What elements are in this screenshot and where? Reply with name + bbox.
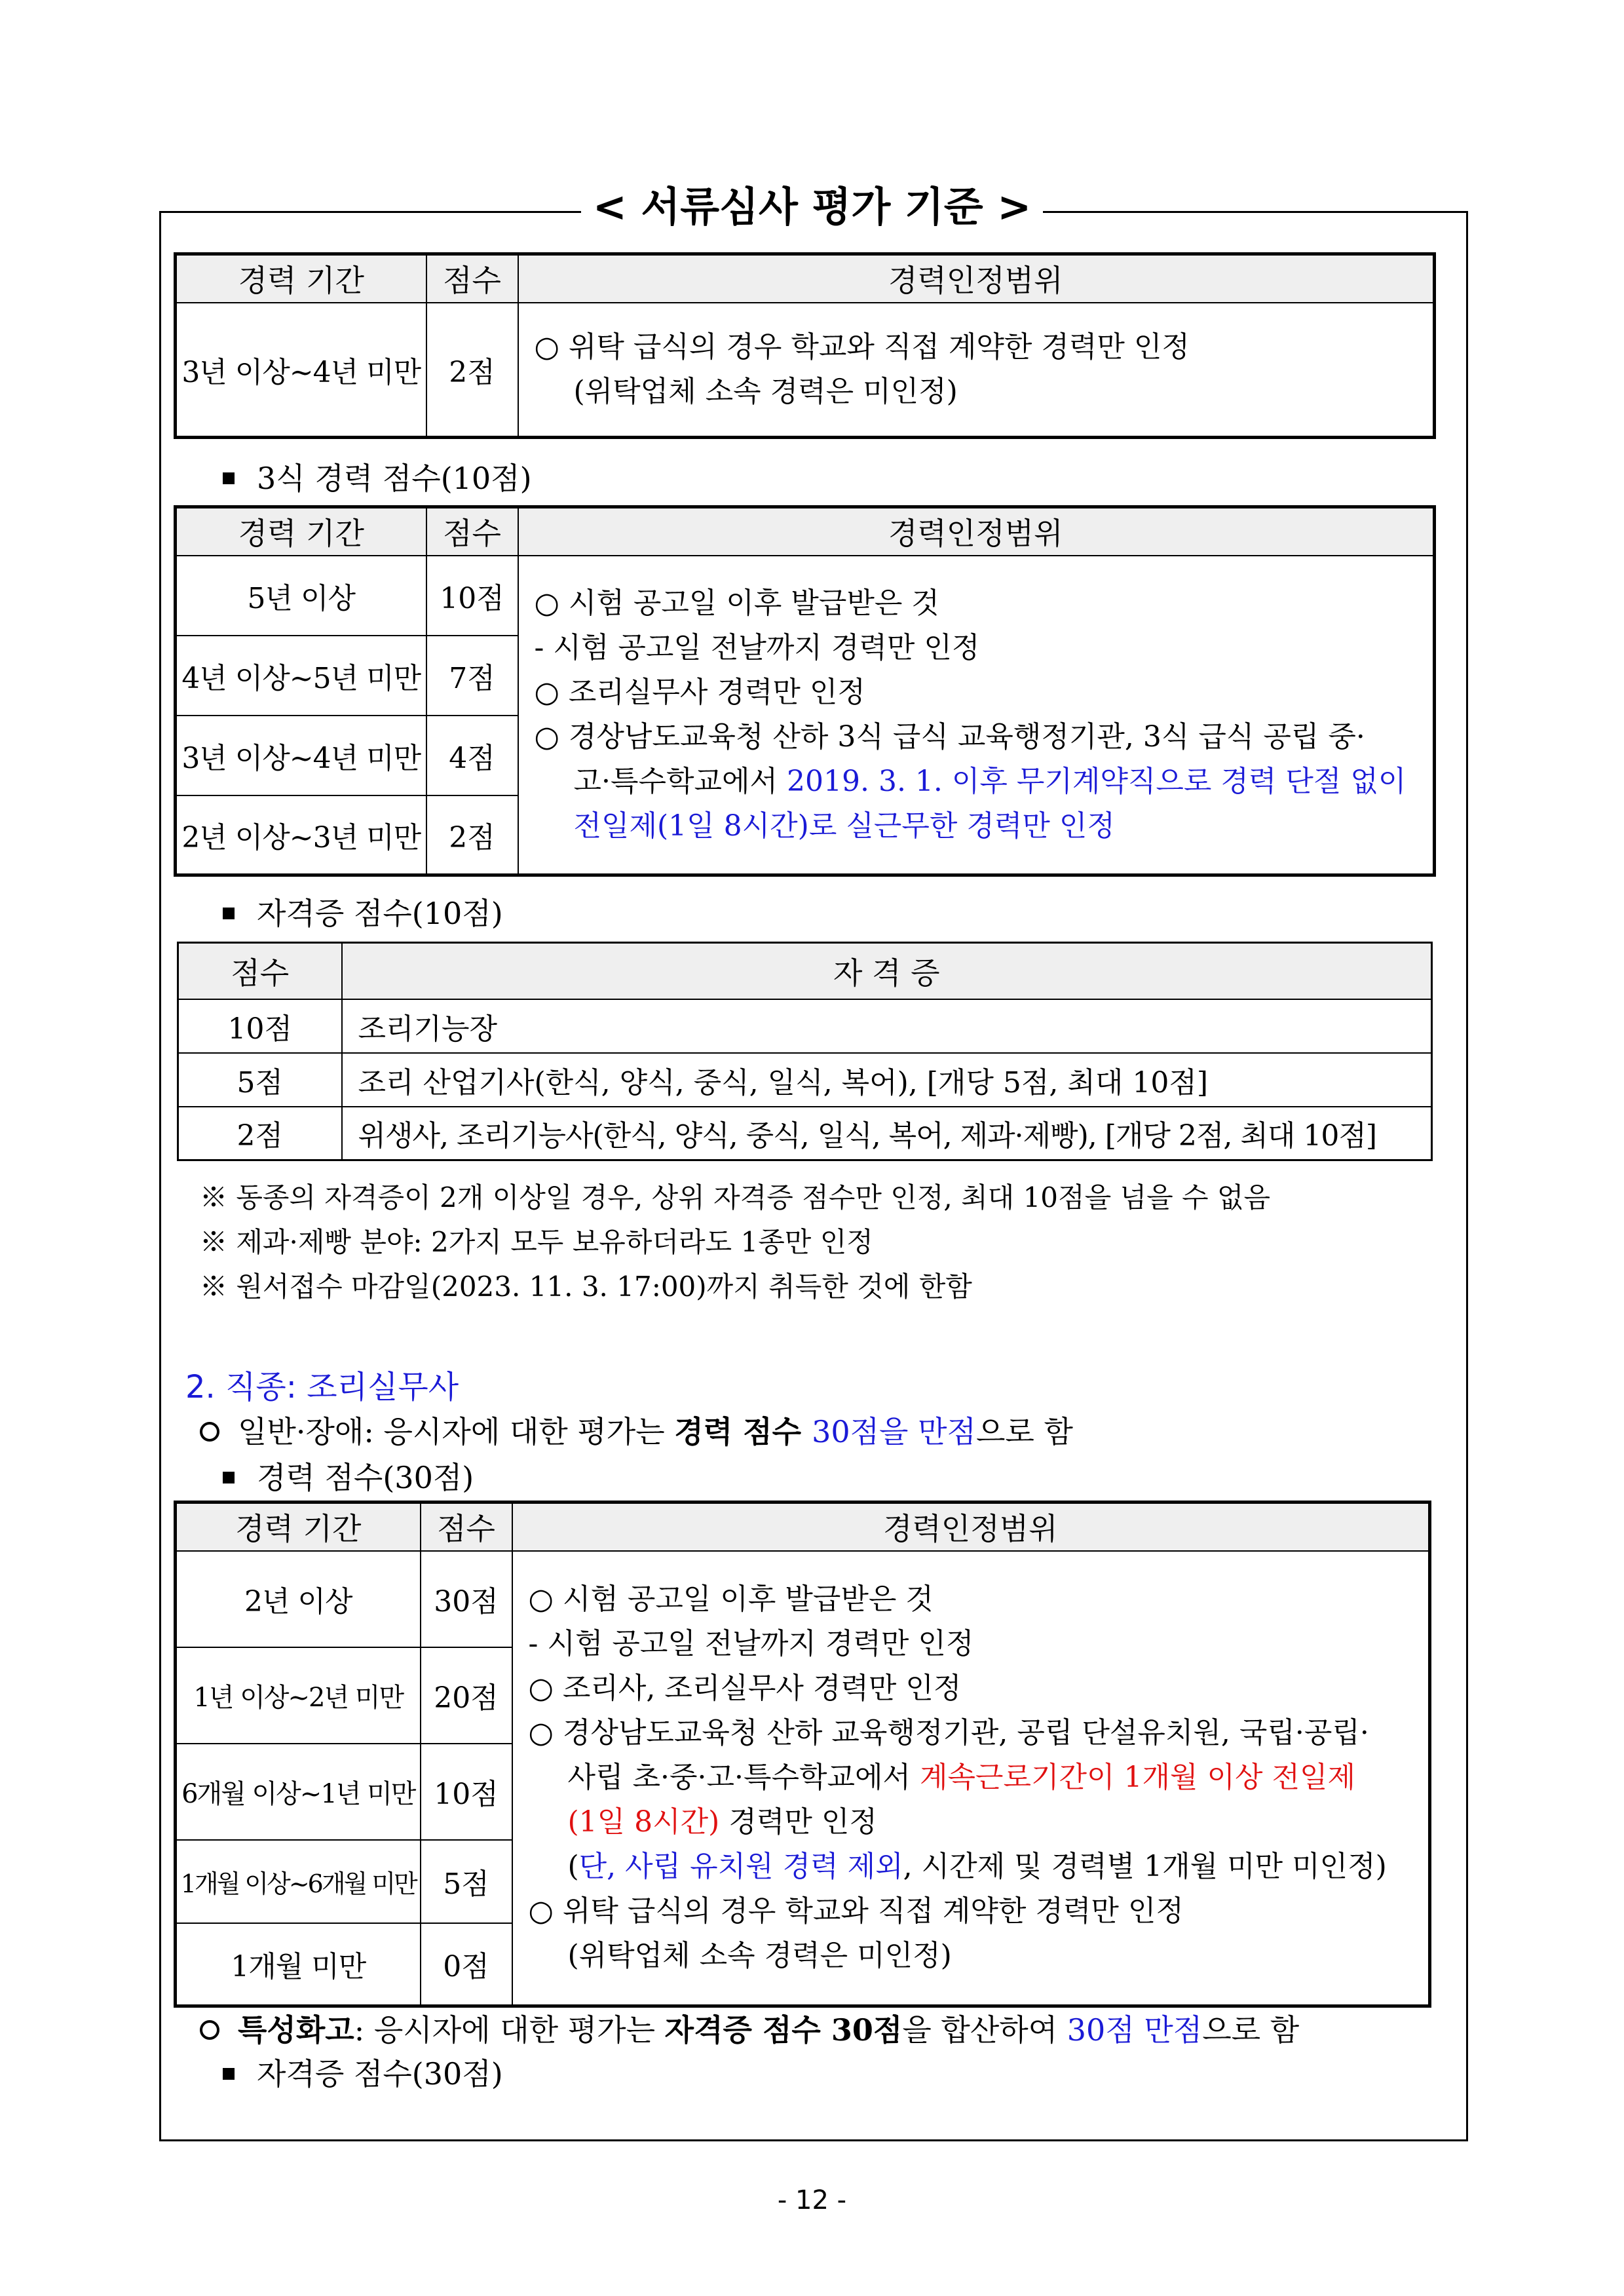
table-row-score: 10점 [426, 556, 518, 636]
col-header-period: 경력 기간 [176, 507, 426, 556]
col-header-certificate: 자 격 증 [342, 943, 1432, 999]
col-header-period: 경력 기간 [176, 1502, 421, 1551]
table-row-period: 3년 이상~4년 미만 [176, 716, 426, 795]
heading-3meal: 3식 경력 점수(10점) [223, 459, 532, 498]
table-row-period: 6개월 이상~1년 미만 [176, 1744, 421, 1840]
table-row-score: 2점 [178, 1107, 342, 1160]
table-row-score: 5점 [421, 1840, 512, 1923]
table-row-period: 1개월 이상~6개월 미만 [176, 1840, 421, 1923]
table-row-period: 2년 이상~3년 미만 [176, 795, 426, 875]
table-row-score: 5점 [178, 1053, 342, 1107]
table-row-score: 2점 [426, 795, 518, 875]
heading-cert-10: 자격증 점수(10점) [223, 894, 503, 933]
section-2-title: 2. 직종: 조리실무사 [185, 1369, 459, 1406]
table-row-score: 10점 [178, 999, 342, 1053]
table-row-period: 2년 이상 [176, 1551, 421, 1647]
col-header-score: 점수 [178, 943, 342, 999]
circle-bullet-icon [200, 2020, 219, 2040]
table-row-score: 10점 [421, 1744, 512, 1840]
col-header-scope: 경력인정범위 [518, 507, 1435, 556]
table-row-period: 1개월 미만 [176, 1923, 421, 2006]
note-line: ※ 원서접수 마감일(2023. 11. 3. 17:00)까지 취득한 것에 한함 [200, 1271, 972, 1303]
table-row-period: 1년 이상~2년 미만 [176, 1647, 421, 1744]
note-line: ※ 동종의 자격증이 2개 이상일 경우, 상위 자격증 점수만 인정, 최대 10점을 넘을 수 없음 [200, 1181, 1271, 1214]
career-table-partial [174, 252, 1436, 439]
square-bullet-icon [223, 908, 235, 919]
page-title: < 서류심사 평가 기준 > [0, 181, 1624, 233]
col-header-score: 점수 [426, 507, 518, 556]
heading-cert-30: 자격증 점수(30점) [223, 2054, 503, 2094]
scope-description: ○ 시험 공고일 이후 발급받은 것 - 시험 공고일 전날까지 경력만 인정 ○ 조리사, 조리실무사 경력만 인정 ○ 경상남도교육청 산하 교육행정기관, 공립 단설유치원, 국립·공립· 사립 초·중·고·특수학교에서 계속근로기간이 1개월 이상 전일제 (1일 8시간) 경력만 인정 (단, 사립 유치원 경력 제외, 시간제 및 경력별 1개월 미만 미인정) ○ 위탁 급식의 경우 학교와 직접 계약한 경력만 인정 (위탁업체 소속 경력은 미인정) [512, 1551, 1430, 2006]
col-header-score: 점수 [426, 254, 518, 303]
career-table-cook [174, 1501, 1431, 2008]
table-row-score: 7점 [426, 636, 518, 716]
col-header-scope: 경력인정범위 [512, 1502, 1430, 1551]
career-table-3meal [174, 505, 1436, 877]
table-row-score: 0점 [421, 1923, 512, 2006]
col-header-score: 점수 [421, 1502, 512, 1551]
table-row-score: 2점 [426, 303, 518, 438]
page-number: - 12 - [777, 2185, 847, 2215]
col-header-period: 경력 기간 [176, 254, 426, 303]
general-eval-line: 일반·장애: 응시자에 대한 평가는 경력 점수 30점을 만점으로 함 [200, 1412, 1073, 1451]
square-bullet-icon [223, 472, 235, 484]
table-row-score: 4점 [426, 716, 518, 795]
table-row-period: 4년 이상~5년 미만 [176, 636, 426, 716]
scope-description: ○ 위탁 급식의 경우 학교와 직접 계약한 경력만 인정 (위탁업체 소속 경력은 미인정) [518, 303, 1435, 438]
col-header-scope: 경력인정범위 [518, 254, 1435, 303]
scope-description: ○ 시험 공고일 이후 발급받은 것 - 시험 공고일 전날까지 경력만 인정 ○ 조리실무사 경력만 인정 ○ 경상남도교육청 산하 3식 급식 교육행정기관, 3식 급식 공립 중· 고·특수학교에서 2019. 3. 1. 이후 무기계약직으로 경력 단절 없이 전일제(1일 8시간)로 실근무한 경력만 인정 [518, 556, 1435, 875]
table-row-period: 3년 이상~4년 미만 [176, 303, 426, 438]
table-row-certificate: 위생사, 조리기능사(한식, 양식, 중식, 일식, 복어, 제과·제빵), [개당 2점, 최대 10점] [342, 1107, 1432, 1160]
table-row-period: 5년 이상 [176, 556, 426, 636]
circle-bullet-icon [200, 1422, 219, 1442]
square-bullet-icon [223, 1472, 235, 1483]
note-line: ※ 제과·제빵 분야: 2가지 모두 보유하더라도 1종만 인정 [200, 1226, 873, 1258]
table-row-score: 30점 [421, 1551, 512, 1647]
square-bullet-icon [223, 2068, 235, 2080]
table-row-score: 20점 [421, 1647, 512, 1744]
heading-career-30: 경력 점수(30점) [223, 1458, 474, 1497]
table-row-certificate: 조리기능장 [342, 999, 1432, 1053]
table-row-certificate: 조리 산업기사(한식, 양식, 중식, 일식, 복어), [개당 5점, 최대 10점] [342, 1053, 1432, 1107]
certificate-table [177, 942, 1433, 1161]
special-school-eval-line: 특성화고: 응시자에 대한 평가는 자격증 점수 30점을 합산하여 30점 만점으로 함 [200, 2010, 1299, 2050]
